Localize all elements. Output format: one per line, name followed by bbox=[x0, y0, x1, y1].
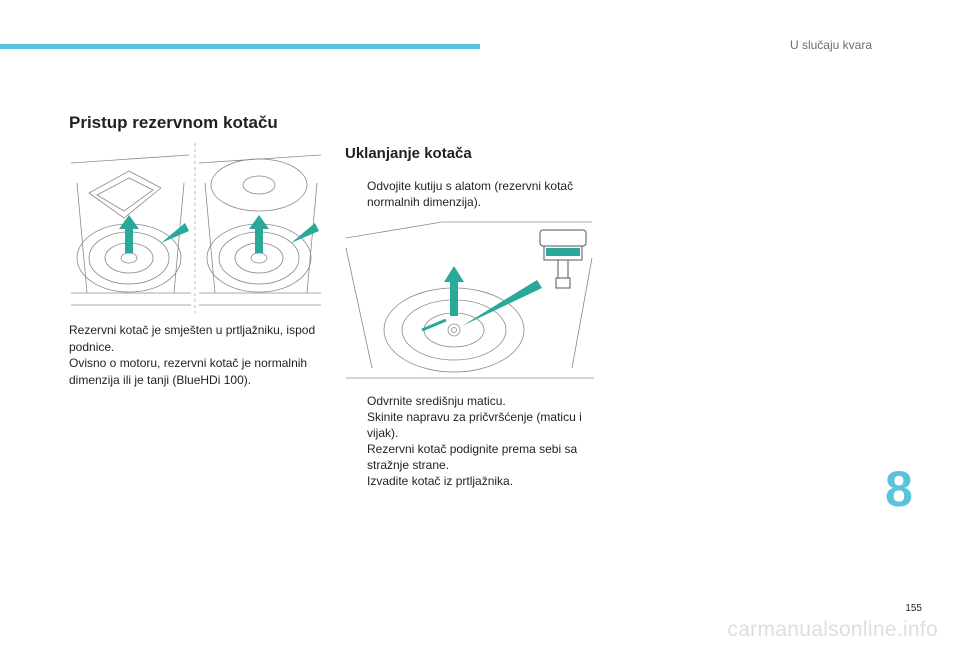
header-accent-bar bbox=[0, 44, 480, 49]
nut-bolt-illustration bbox=[534, 226, 592, 292]
chapter-number: 8 bbox=[885, 461, 913, 517]
arrow-icon bbox=[119, 215, 319, 253]
section-title: Pristup rezervnom kotaču bbox=[69, 113, 278, 132]
removal-title: Uklanjanje kotača bbox=[345, 145, 472, 162]
removal-steps-after bbox=[345, 393, 590, 489]
list-item: Izvadite kotač iz prtljažnika. bbox=[367, 474, 514, 488]
arrow-icon bbox=[422, 266, 542, 330]
watermark: carmanualsonline.info bbox=[727, 618, 938, 641]
page-number: 155 bbox=[905, 603, 922, 614]
list-item: Rezervni kotač podignite prema sebi sa stražnje strane. bbox=[367, 442, 578, 472]
chapter-title: U slučaju kvara bbox=[789, 38, 872, 52]
spare-wheel-access-illustration bbox=[69, 143, 324, 313]
list-item: Odvojite kutiju s alatom (rezervni kotač normalnih dimenzija). bbox=[367, 179, 574, 209]
intro-text: Rezervni kotač je smješten u prtljažniku, ispod podnice. Ovisno o motoru, rezervni kotač je normalnih dimenzija ili je tanji (BlueHDi 100). bbox=[69, 323, 316, 387]
removal-steps-before bbox=[345, 178, 590, 210]
list-item: Skinite napravu za pričvršćenje (maticu i vijak). bbox=[367, 410, 582, 440]
list-item: Odvrnite središnju maticu. bbox=[367, 394, 506, 408]
